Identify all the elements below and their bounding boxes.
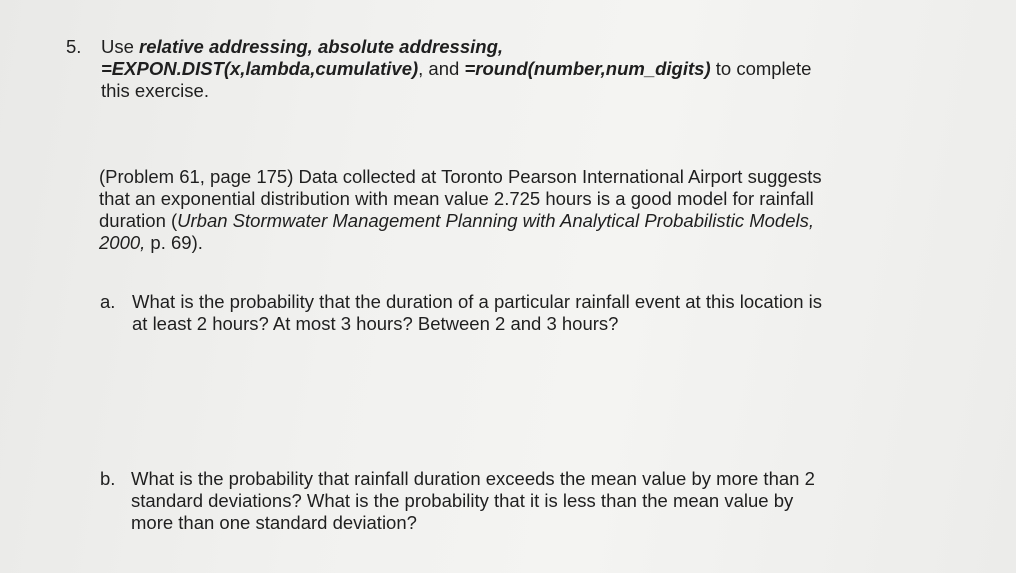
part-a-line-1: What is the probability that the duration of a particular rainfall event at this location is [132,291,823,312]
intro-line-1 [101,36,981,58]
bleed-through-texture [120,8,680,28]
intro-expon-formula: =EXPON.DIST(x,lambda,cumulative) [101,58,419,79]
question-intro [101,36,981,102]
intro-addressing: relative addressing, absolute addressing, [139,36,504,57]
problem-line-3-pre: duration ( [99,210,178,231]
problem-statement [99,166,999,254]
intro-line-2 [101,58,981,80]
problem-line-4 [99,232,999,254]
part-b-text [131,468,1001,534]
problem-citation-page: p. 69). [145,232,203,253]
part-a-line-2: at least 2 hours? At most 3 hours? Between 2 and 3 hours? [132,313,619,334]
part-b-label: b. [100,468,116,489]
question-number: 5. [66,36,82,57]
problem-line-3 [99,210,999,232]
part-a-text [132,291,1002,335]
intro-line-3: this exercise. [101,80,209,101]
intro-round-formula: =round(number,num_digits) [464,58,711,79]
intro-and: , and [418,58,465,79]
problem-citation-title: Urban Stormwater Management Planning with Analytical Probabilistic Models, [177,210,814,231]
problem-line-2: that an exponential distribution with mean value 2.725 hours is a good model for rainfall [99,188,814,209]
part-b-line-2: standard deviations? What is the probability that it is less than the mean value by [131,490,794,511]
intro-use: Use [101,36,140,57]
part-a-label: a. [100,291,116,312]
part-b-line-3: more than one standard deviation? [131,512,417,533]
problem-line-1: (Problem 61, page 175) Data collected at Toronto Pearson International Airport suggests [99,166,822,187]
problem-citation-year: 2000, [99,232,146,253]
intro-tail: to complete [710,58,812,79]
part-b-line-1: What is the probability that rainfall duration exceeds the mean value by more than 2 [131,468,815,489]
